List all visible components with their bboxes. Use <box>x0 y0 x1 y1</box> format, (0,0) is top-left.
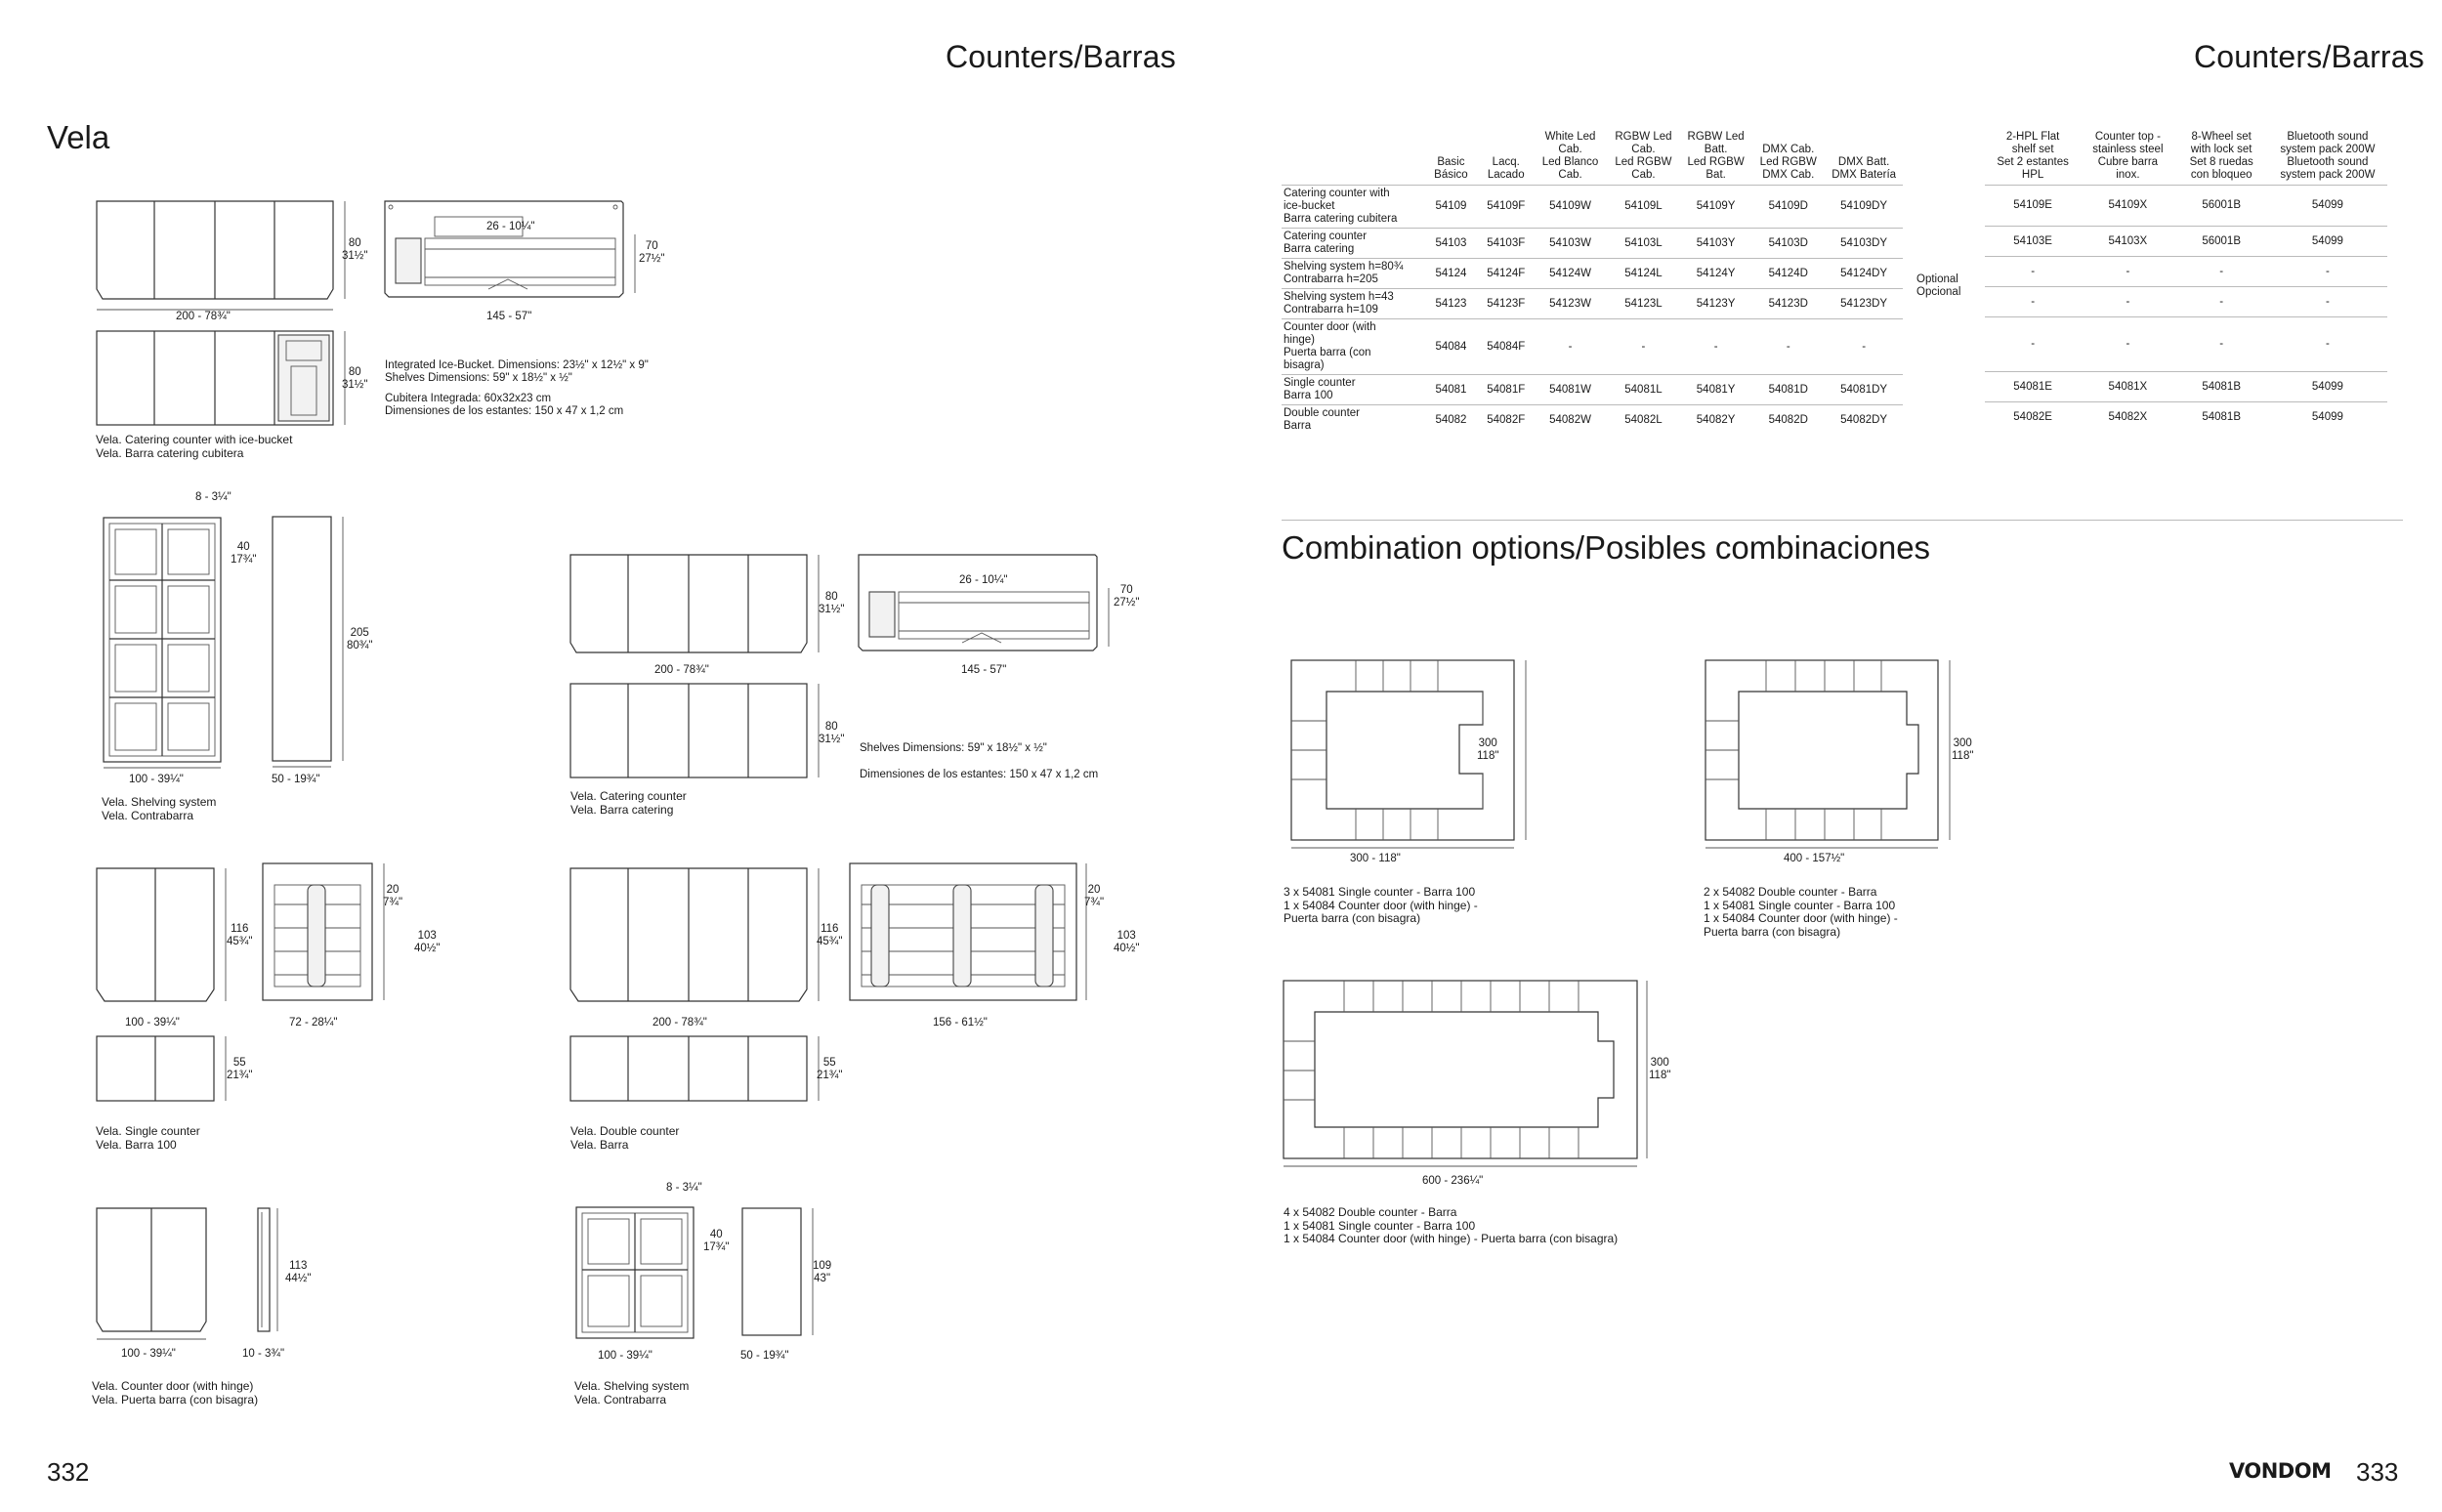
single-caption: Vela. Single counter Vela. Barra 100 <box>96 1124 200 1152</box>
shelving109-caption: Vela. Shelving system Vela. Contrabarra <box>574 1379 690 1407</box>
single-side-drawing <box>93 1032 230 1106</box>
shelving205-front-drawing <box>98 508 234 772</box>
catering-ice-front-height: 80 31½" <box>342 237 368 262</box>
double-width: 200 - 78¾" <box>653 1017 707 1029</box>
combo-2-height: 300 118" <box>1952 737 1974 762</box>
spec-table-main <box>1282 131 1903 435</box>
door-height: 113 44½" <box>285 1260 312 1284</box>
single-plan-width: 72 - 28¼" <box>289 1017 338 1029</box>
single-plan-depth: 20 7¾" <box>383 884 403 908</box>
combo-2-drawing <box>1702 656 1956 861</box>
table-row: Counter door (with hinge) Puerta barra (con bisagra) 54084 54084F - - - - - <box>1282 319 1903 375</box>
catering-caption: Vela. Catering counter Vela. Barra catering <box>570 789 687 817</box>
catering-width: 200 - 78¾" <box>654 664 709 676</box>
col-header: 8-Wheel set with lock set Set 8 ruedas con bloqueo <box>2189 131 2253 181</box>
catering-front-drawing <box>567 549 821 658</box>
col-header: RGBW Led Batt. Led RGBW Bat. <box>1687 131 1745 181</box>
col-header: DMX Cab. Led RGBW DMX Cab. <box>1759 144 1817 181</box>
shelving109-front-drawing <box>570 1201 707 1348</box>
page-number-right: 333 <box>2356 1457 2399 1487</box>
table-row: 54103E 54103X 56001B 54099 <box>1985 227 2387 257</box>
catering-ice-plan-inner: 26 - 10¼" <box>486 221 535 232</box>
section-title: Vela <box>47 119 110 155</box>
shelving109-depth: 50 - 19¾" <box>740 1350 789 1362</box>
catering-ice-front-drawing <box>93 195 347 308</box>
catering-ice-side-drawing <box>93 327 347 430</box>
combo-3-drawing <box>1280 977 1670 1172</box>
shelving205-caption: Vela. Shelving system Vela. Contrabarra <box>102 795 217 822</box>
single-width: 100 - 39¼" <box>125 1017 180 1029</box>
combo-3-caption: 4 x 54082 Double counter - Barra 1 x 54081 Single counter - Barra 100 1 x 54084 Counter door (with hinge) - Puerta barra (con bisagra) <box>1284 1205 1619 1245</box>
single-plan-drawing <box>259 860 386 1006</box>
shelving205-width: 100 - 39¼" <box>129 774 184 785</box>
col-header: Lacq. Lacado <box>1487 156 1525 181</box>
section-divider <box>1282 520 2403 521</box>
table-row: - - - - <box>1985 257 2387 287</box>
single-height: 116 45¾" <box>227 923 253 947</box>
table-row: 54082E 54082X 54081B 54099 <box>1985 402 2387 433</box>
combo-2-caption: 2 x 54082 Double counter - Barra 1 x 54081 Single counter - Barra 100 1 x 54084 Counter door (with hinge) - Puerta barra (con bisagra) <box>1704 885 1898 939</box>
door-caption: Vela. Counter door (with hinge) Vela. Puerta barra (con bisagra) <box>92 1379 259 1407</box>
catering-ice-plan-drawing <box>381 195 645 308</box>
spec-table-optional <box>1985 131 2387 432</box>
table-row: Catering counter Barra catering 54103 54103F 54103W 54103L 54103Y 54103D 54103DY <box>1282 229 1903 259</box>
table-row: Double counter Barra 54082 54082F 54082W 54082L 54082Y 54082D 54082DY <box>1282 405 1903 436</box>
double-height: 116 45¾" <box>817 923 843 947</box>
optional-label: Optional Opcional <box>1916 273 1961 298</box>
shelving205-depth: 50 - 19¾" <box>272 774 320 785</box>
door-front-drawing <box>93 1204 220 1341</box>
combo-1-height: 300 118" <box>1477 737 1499 762</box>
spec-table-optional-header <box>1985 131 2387 186</box>
catering-plan-width: 145 - 57" <box>961 664 1007 676</box>
catering-ice-plan-height: 70 27½" <box>639 240 665 265</box>
combo-1-width: 300 - 118" <box>1350 853 1401 864</box>
spec-table-main-header <box>1282 131 1903 186</box>
catering-plan-height: 70 27½" <box>1114 584 1140 609</box>
single-front-drawing <box>93 862 230 1009</box>
combo-1-caption: 3 x 54081 Single counter - Barra 100 1 x 54084 Counter door (with hinge) - Puerta barra (con bisagra) <box>1284 885 1478 925</box>
door-width: 100 - 39¼" <box>121 1348 176 1360</box>
page-number-left: 332 <box>47 1457 90 1487</box>
shelving109-top-dim: 8 - 3¼" <box>666 1182 702 1194</box>
double-plan-width: 156 - 61½" <box>933 1017 988 1029</box>
table-row: 54081E 54081X 54081B 54099 <box>1985 372 2387 402</box>
col-header: DMX Batt. DMX Batería <box>1832 156 1897 181</box>
combinations-title: Combination options/Posibles combinaciones <box>1282 529 1931 566</box>
catering-ice-plan-width: 145 - 57" <box>486 311 532 322</box>
shelving205-height: 205 80¾" <box>347 627 373 651</box>
table-row: - - - - <box>1985 317 2387 372</box>
shelving109-cell-height: 40 17¾" <box>703 1229 730 1253</box>
table-row: - - - - <box>1985 287 2387 317</box>
catering-ice-side-height: 80 31½" <box>342 366 368 391</box>
double-plan-drawing <box>846 860 1090 1006</box>
single-side-height: 55 21¾" <box>227 1057 253 1081</box>
table-row: Shelving system h=80¾ Contrabarra h=205 54124 54124F 54124W 54124L 54124Y 54124D 54124DY <box>1282 259 1903 289</box>
double-front-drawing <box>567 862 821 1009</box>
col-header: Counter top - stainless steel Cubre barra inox. <box>2092 131 2164 181</box>
double-plan-depth: 20 7¾" <box>1084 884 1105 908</box>
brand-logo: VONDOM <box>2229 1459 2332 1483</box>
table-row: Catering counter with ice-bucket Barra catering cubitera 54109 54109F 54109W 54109L 54109Y 54109D 54109DY <box>1282 186 1903 229</box>
double-plan-height: 103 40½" <box>1114 930 1140 954</box>
catering-notes: Shelves Dimensions: 59" x 18½" x ½" Dimensiones de los estantes: 150 x 47 x 1,2 cm <box>860 742 1099 780</box>
catering-side-drawing <box>567 680 821 782</box>
col-header: RGBW Led Cab. Led RGBW Cab. <box>1615 131 1672 181</box>
table-row: Single counter Barra 100 54081 54081F 54081W 54081L 54081Y 54081D 54081DY <box>1282 375 1903 405</box>
col-header: Bluetooth sound system pack 200W Bluetooth sound system pack 200W <box>2280 131 2376 181</box>
combo-2-width: 400 - 157½" <box>1784 853 1845 864</box>
combo-3-width: 600 - 236¼" <box>1422 1175 1484 1187</box>
catering-front-height: 80 31½" <box>819 591 845 615</box>
shelving205-top-dim: 8 - 3¼" <box>195 491 232 503</box>
single-plan-height: 103 40½" <box>414 930 441 954</box>
shelving205-side-drawing <box>269 513 347 772</box>
catering-plan-inner: 26 - 10¼" <box>959 574 1008 586</box>
catering-ice-width: 200 - 78¾" <box>176 311 231 322</box>
shelving205-cell-height: 40 17¾" <box>231 541 257 566</box>
double-side-drawing <box>567 1032 821 1106</box>
shelving109-side-drawing <box>738 1204 817 1341</box>
catering-side-height: 80 31½" <box>819 721 845 745</box>
left-header-title: Counters/Barras <box>946 39 1176 74</box>
catering-ice-caption: Vela. Catering counter with ice-bucket Vela. Barra catering cubitera <box>96 433 293 460</box>
right-header-title: Counters/Barras <box>2194 39 2424 74</box>
col-header: 2-HPL Flat shelf set Set 2 estantes HPL <box>1997 131 2069 181</box>
catering-ice-notes: Integrated Ice-Bucket. Dimensions: 23½" x 12½" x 9" Shelves Dimensions: 59" x 18½" x ½" Cubitera Integrada: 60x32x23 cm Dimensiones de los estantes: 150 x 47 x 1,2 cm <box>385 359 649 417</box>
table-row: 54109E 54109X 56001B 54099 <box>1985 186 2387 227</box>
double-side-height: 55 21¾" <box>817 1057 843 1081</box>
catering-plan-drawing <box>855 549 1118 658</box>
double-caption: Vela. Double counter Vela. Barra <box>570 1124 680 1152</box>
shelving109-width: 100 - 39¼" <box>598 1350 653 1362</box>
shelving109-height: 109 43" <box>813 1260 832 1284</box>
table-row: Shelving system h=43 Contrabarra h=109 54123 54123F 54123W 54123L 54123Y 54123D 54123DY <box>1282 289 1903 319</box>
door-thickness: 10 - 3¾" <box>242 1348 285 1360</box>
col-header: Basic Básico <box>1434 156 1468 181</box>
combo-3-height: 300 118" <box>1649 1057 1671 1081</box>
col-header: White Led Cab. Led Blanco Cab. <box>1541 131 1599 181</box>
